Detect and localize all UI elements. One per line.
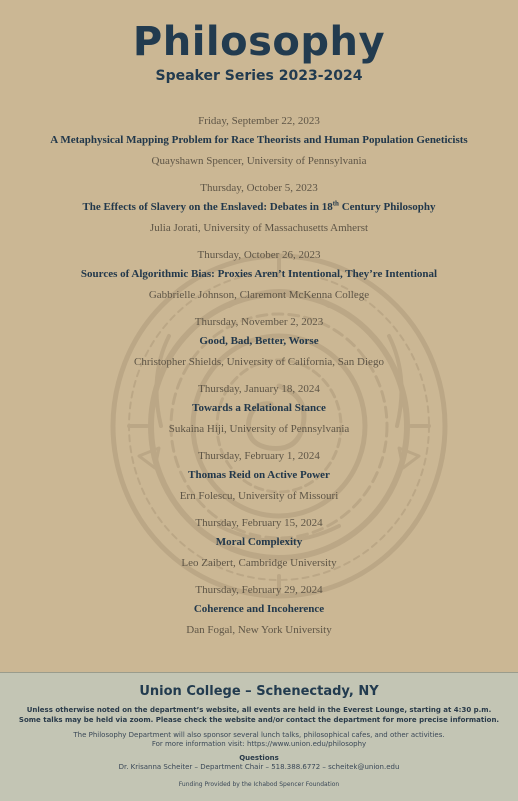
additional-info xyxy=(0,731,518,749)
questions-heading: Questions xyxy=(239,754,279,762)
website-link[interactable]: For more information visit: https://www.union.edu/philosophy xyxy=(151,740,367,748)
event-title: A Metaphysical Mapping Problem for Race Theorists and Human Population Geneticists xyxy=(50,134,468,146)
event-speaker: Sukaina Hiji, University of Pennsylvania xyxy=(168,423,350,435)
event-item xyxy=(0,248,518,315)
event-title: Coherence and Incoherence xyxy=(193,603,325,615)
event-date: Thursday, February 1, 2024 xyxy=(198,450,320,462)
page-subtitle: Speaker Series 2023-2024 xyxy=(155,68,363,84)
event-speaker: Gabbrielle Johnson, Claremont McKenna College xyxy=(148,289,370,301)
college-name: Union College – Schenectady, NY xyxy=(139,684,379,699)
location-notice xyxy=(0,705,518,725)
notice-line: Some talks may be held via zoom. Please check the website and/or contact the department for more precise information. xyxy=(18,716,500,724)
event-item xyxy=(0,449,518,516)
event-title-superscript: th xyxy=(332,199,339,208)
notice-line: Unless otherwise noted on the department’s website, all events are held in the Everest Lounge, starting at 4:30 p.m. xyxy=(26,706,492,714)
event-list xyxy=(0,114,518,650)
event-item xyxy=(0,516,518,583)
event-date: Thursday, February 15, 2024 xyxy=(195,517,323,529)
event-title-text-end: Century Philosophy xyxy=(338,201,436,213)
event-item xyxy=(0,114,518,181)
event-date: Thursday, January 18, 2024 xyxy=(198,383,320,395)
event-title: Moral Complexity xyxy=(215,536,303,548)
event-speaker: Quayshawn Spencer, University of Pennsylvania xyxy=(151,155,367,167)
event-speaker: Julia Jorati, University of Massachusetts Amherst xyxy=(149,222,369,234)
event-item xyxy=(0,583,518,650)
event-date: Thursday, February 29, 2024 xyxy=(195,584,323,596)
event-item xyxy=(0,382,518,449)
event-date: Thursday, October 5, 2023 xyxy=(200,182,318,194)
event-date: Thursday, November 2, 2023 xyxy=(194,316,324,328)
event-item xyxy=(0,315,518,382)
event-speaker: Christopher Shields, University of California, San Diego xyxy=(134,356,384,368)
funding-note: Funding Provided by the Ichabod Spencer Foundation xyxy=(178,781,340,788)
event-title xyxy=(0,198,518,221)
event-item xyxy=(0,181,518,248)
event-speaker: Ern Folescu, University of Missouri xyxy=(179,490,339,502)
contact-info: Dr. Krisanna Scheiter – Department Chair – 518.388.6772 – scheitek@union.edu xyxy=(118,763,400,771)
event-title: Thomas Reid on Active Power xyxy=(188,469,330,481)
event-title-text: The Effects of Slavery on the Enslaved: Debates in 18 xyxy=(82,201,333,213)
page-title: Philosophy xyxy=(132,19,386,65)
event-title: Sources of Algorithmic Bias: Proxies Aren’t Intentional, They’re Intentional xyxy=(80,268,438,280)
event-speaker: Leo Zaibert, Cambridge University xyxy=(181,557,337,569)
event-title: Good, Bad, Better, Worse xyxy=(199,335,319,347)
event-title: Towards a Relational Stance xyxy=(192,402,326,414)
event-date: Thursday, October 26, 2023 xyxy=(197,249,321,261)
info-line: The Philosophy Department will also sponsor several lunch talks, philosophical cafes, and other activities. xyxy=(73,731,445,739)
event-speaker: Dan Fogal, New York University xyxy=(186,624,332,636)
event-date: Friday, September 22, 2023 xyxy=(198,115,320,127)
footer xyxy=(0,672,518,801)
